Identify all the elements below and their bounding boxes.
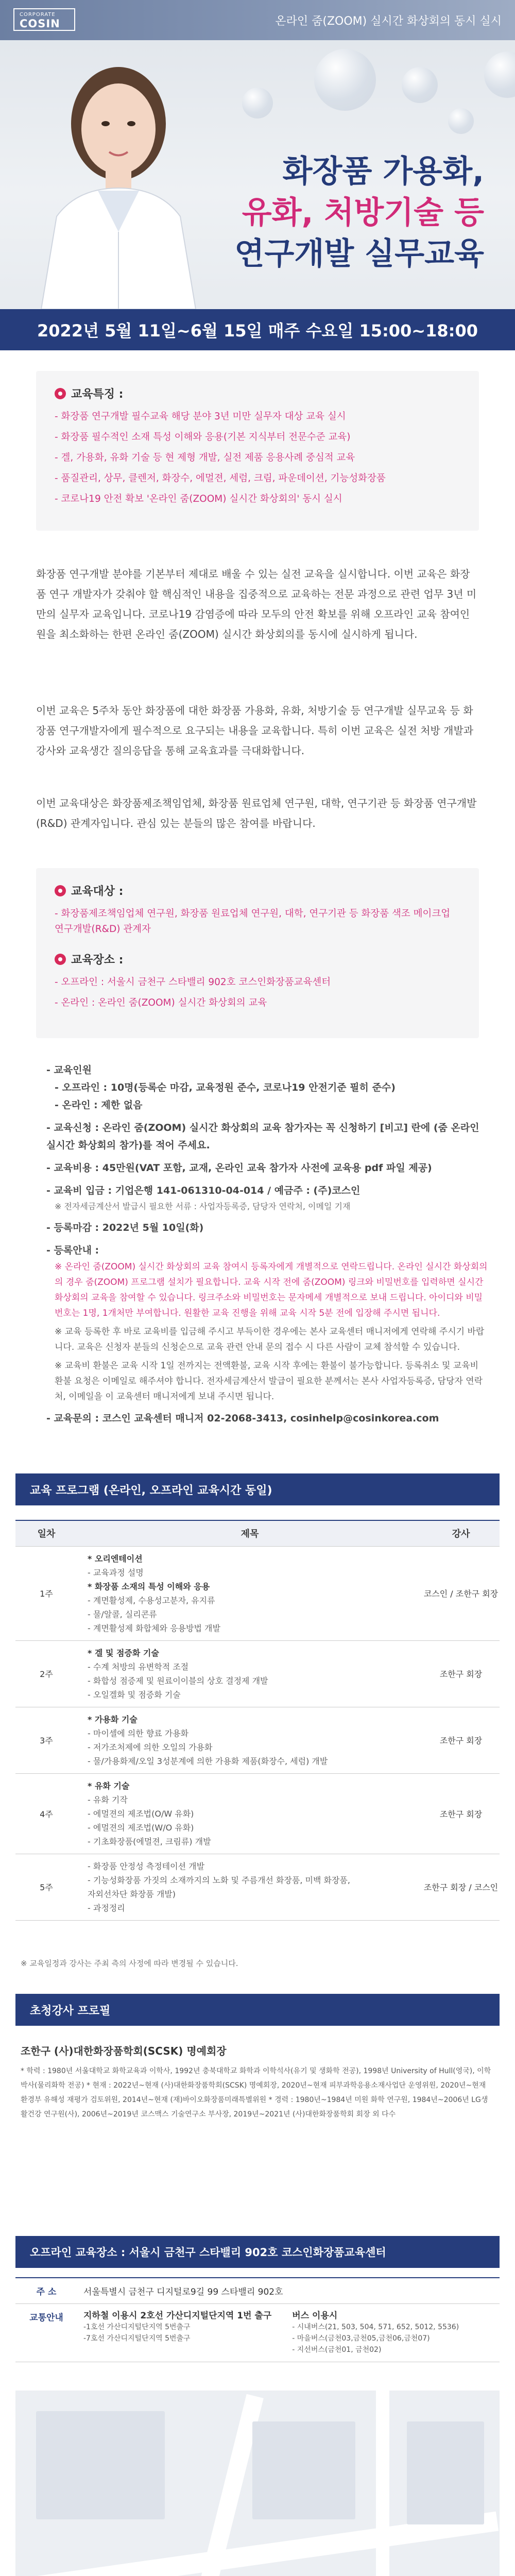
location-header: 오프라인 교육장소 : 서울시 금천구 스타밸리 902호 코스인화장품교육센터	[15, 2236, 500, 2268]
program-header: 교육 프로그램 (온라인, 오프라인 교육시간 동일)	[15, 1473, 500, 1505]
table-row	[15, 1773, 500, 1854]
cosin-logo: CORPORATE COSIN	[13, 8, 75, 31]
col-title: 제목	[77, 1520, 422, 1546]
feature-item: - 화장품 연구개발 필수교육 해당 분야 3년 미만 실무자 대상 교육 실시	[55, 411, 346, 422]
hero-subtitle: 온라인 줌(ZOOM) 실시간 화상회의 동시 실시	[275, 15, 502, 28]
hero-title-line1: 화장품 가용화,	[282, 154, 484, 190]
map-block	[252, 2421, 355, 2519]
col-lecturer: 강사	[422, 1520, 500, 1546]
week-cell: 3주	[15, 1707, 77, 1773]
location-table: 주 소 서울특별시 금천구 디지털로9길 99 스타밸리 902호 교통안내 지하철 이용시 2호선 가산디지털단지역 1번 출구 -1호선 가산디지털단지역 5번출구 -7호선 가산디지털단지역 5번출구 버스 이용시 - 시내버스(21, 503, 504, 571, 652, 5012, 5536) - 마을버스(금천03,금천05,금천06,금천07) - 지선버스(금천01, 금천02)	[15, 2277, 500, 2362]
location-map[interactable]	[15, 2391, 500, 2576]
researcher-illustration	[21, 46, 216, 309]
feature-item: - 품질관리, 상무, 클렌저, 화장수, 에멀젼, 세럼, 크림, 파운데이션, 기능성화장품	[55, 473, 386, 484]
bubble-decoration	[448, 108, 474, 134]
bubble-decoration	[314, 49, 376, 111]
title-cell: * 겔 및 점증화 기술 - 수계 처방의 유변학적 조절 - 화합성 점증제 및 원료이이블의 상호 결정제 개발 - 오일겔화 및 점증화 기술	[77, 1640, 422, 1707]
lecturer-profile	[21, 2043, 494, 2122]
intro-paragraph-1: 화장품 연구개발 분야를 기본부터 제대로 배울 수 있는 실전 교육을 실시합니다. 이번 교육은 화장품 연구 개발자가 갖춰야 할 핵심적인 내용을 집중적으로 교육하는 전문 과정으로 관련 업무 3년 미만의 실무자 교육입니다. 코로나19 감염증에 따라 모두의 안전 확보를 위해 오프라인 교육 참여인원을 최소화하는 한편 온라인 줌(ZOOM) 실시간 화상회의를 동시에 실시하게 됩니다.	[36, 568, 477, 640]
bubble-decoration	[242, 88, 273, 118]
lecturer-career: * 학력 : 1980년 서울대학교 화학교육과 이학사, 1992년 충북대학교 화학과 이학석사(유기 및 생화학 전공), 1998년 University of Hull(영국), 이학박사(물리화학 전공) * 현재 : 2022년~현재 (사)대한화장품학회(SCSK) 명예회장, 2020년~현재 피부과학응용소재사업단 운영위원, 2020년~현재 환경부 유해성 재평가 검토위원, 2014년~현재 (재)바이오화장품미래특별위원 * 경력 : 1980년~1984년 미원 화학 연구원, 1984년~2006년 LG생활건강 연구원(사), 2006년~2019년 코스맥스 기술연구소 부사장, 2019년~2021년 (사)대한화장품학회 회장 외 다수	[21, 2067, 491, 2119]
address-value: 서울특별시 금천구 디지털로9길 99 스타밸리 902호	[83, 2287, 283, 2297]
title-cell: * 유화 기술 - 유화 기작 - 에멀젼의 제조법(O/W 유화) - 에멀젼의 제조법(W/O 유화) - 기초화장품(에멀젼, 크림류) 개발	[77, 1773, 422, 1854]
bullet-icon	[55, 954, 66, 965]
lecturer-cell: 조한구 회장 / 코스인	[422, 1854, 500, 1920]
subway-info: 지하철 이용시 2호선 가산디지털단지역 1번 출구 -1호선 가산디지털단지역 5번출구 -7호선 가산디지털단지역 5번출구	[83, 2311, 272, 2343]
features-panel	[36, 371, 479, 531]
table-row	[15, 1854, 500, 1920]
program-table	[15, 1520, 500, 1921]
lecturer-header: 초청강사 프로필	[15, 1994, 500, 2026]
week-cell: 2주	[15, 1640, 77, 1707]
map-block	[407, 2421, 484, 2524]
week-cell: 1주	[15, 1546, 77, 1640]
place-offline: - 오프라인 : 서울시 금천구 스타밸리 902호 코스인화장품교육센터	[55, 977, 331, 988]
week-cell: 4주	[15, 1773, 77, 1854]
bus-info: 버스 이용시 - 시내버스(21, 503, 504, 571, 652, 5012, 5536) - 마을버스(금천03,금천05,금천06,금천07) - 지선버스(금천01, 금천02)	[292, 2311, 459, 2354]
place-online: - 온라인 : 온라인 줌(ZOOM) 실시간 화상회의 교육	[55, 997, 267, 1008]
hero-title-line3: 연구개발 실무교육	[234, 236, 484, 272]
feature-item: - 겔, 가용화, 유화 기술 등 현 제형 개발, 실전 제품 응용사례 중심적 교육	[55, 452, 355, 463]
table-row	[15, 1707, 500, 1773]
target-text: - 화장품제조책임업체 연구원, 화장품 원료업체 연구원, 대학, 연구기관 등 화장품 색조 메이크업 연구개발(R&D) 관계자	[55, 908, 451, 935]
target-panel	[36, 868, 479, 1038]
features-list	[55, 406, 460, 510]
course-details: - 교육인원 - 오프라인 : 10명(등록순 마감, 교육정원 준수, 코로나19 안전기준 필히 준수) - 온라인 : 제한 없음 - 교육신청 : 온라인 줌(ZOOM) 실시간 화상회의 교육 참가자는 꼭 신청하기 [비고] 란에 (줌 온라인 실시간 화상회의 참가)를 적어 주세요. - 교육비용 : 45만원(VAT 포함, 교재, 온라인 교육 참가자 사전에 교육용 pdf 파일 제공) - 교육비 입금 : 기업은행 141-061310-04-014 / 예금주 : (주)코스인 ※ 전자세금계산서 발급시 필요한 서류 : 사업자등록증, 담당자 연락처, 이메일 기재 - 등록마감 : 2022년 5월 10일(화) - 등록안내 : ※ 온라인 줌(ZOOM) 실시간 화상회의 교육 참여시 등록자에게 개별적으로 연락드립니다. 온라인 실시간 화상회의의 경우 줌(ZOOM) 프로그램 설치가 필요합니다. 교육 시작 전에 줌(ZOOM) 링크와 비밀번호를 입력하면 실시간 화상회의 교육을 참여할 수 있습니다. 링크주소와 비밀번호는 문자메세 개별적으로 보내 드립니다. 아이디와 비밀번호는 1명, 1개처만 부여합니다. 원활한 교육 진행을 위해 교육 시작 5분 전에 입장해 주시면 됩니다. ※ 교육 등록한 후 바로 교육비를 입금해 주시고 부득이한 경우에는 본사 교육센터 매니저에게 연락해 주시기 바랍니다. 교육은 신청자 분들의 신청순으로 교육 관련 안내 문의 접수 시 다른 사람이 교체 참석할 수 있습니다. ※ 교육비 환불은 교육 시작 1일 전까지는 전액환불, 교육 시작 후에는 환불이 불가능합니다. 등록취소 및 교육비 환불 요청은 이메일로 해주셔야 합니다. 전자세금계산서 발급이 필요한 분께서는 본사 사업자등록증, 담당자 연락처, 이메일을 이 교육센터 매니저에게 보내 주시면 됩니다. - 교육문의 : 코스인 교육센터 매니저 02-2068-3413, cosinhelp@cosinkorea.com	[46, 1061, 489, 1427]
title-cell: * 오리엔테이션 - 교육과정 설명 * 화장품 소재의 특성 이해와 응용 - 계면활성제, 수용성고분자, 유지류 - 물/알콜, 실리콘류 - 계면활성제 화합체와 응용방법 개발	[77, 1546, 422, 1640]
title-cell: - 화장품 안정성 측정테이션 개발 - 기능성화장품 가짓의 소재까지의 노화 및 주름개선 화장품, 미백 화장품, 자외선차단 화장품 개발) - 과정정리	[77, 1854, 422, 1920]
col-week: 일차	[15, 1520, 77, 1546]
map-block	[36, 2411, 165, 2519]
bubble-decoration	[402, 67, 438, 103]
bullet-icon	[55, 885, 66, 896]
feature-item: - 코로나19 안전 확보 '온라인 줌(ZOOM) 실시간 화상회의' 동시 실시	[55, 494, 342, 504]
feature-item: - 화장품 필수적인 소재 특성 이해와 응용(기본 지식부터 전문수준 교육)	[55, 432, 351, 443]
program-note: ※ 교육일정과 강사는 주최 측의 사정에 따라 변경될 수 있습니다.	[21, 1959, 238, 1968]
intro-paragraph-2: 이번 교육은 5주차 동안 화장품에 대한 화장품 가용화, 유화, 처방기술 등 연구개발 실무교육 등 화장품 연구개발자에게 필수적으로 요구되는 내용을 교육합니다. 특히 이번 교육은 실전 처방 개발과 강사와 교육생간 질의응답을 통해 교육효과를 극대화합니다.	[36, 704, 474, 757]
hero-title-line2: 유화, 처방기술 등	[242, 195, 484, 231]
hero-banner	[0, 0, 515, 350]
map-road	[376, 2391, 389, 2576]
schedule-bar: 2022년 5월 11일~6월 15일 매주 수요일 15:00~18:00	[0, 309, 515, 350]
lecturer-cell: 조한구 회장	[422, 1640, 500, 1707]
lecturer-cell: 조한구 회장	[422, 1707, 500, 1773]
table-row	[15, 1546, 500, 1640]
week-cell: 5주	[15, 1854, 77, 1920]
target-title: 교육대상 :	[71, 885, 124, 898]
title-cell: * 가용화 기술 - 마이셀에 의한 향료 가용화 - 저가조처제에 의한 오일의 가용화 - 물/가용화제/오일 3성분계에 의한 가용화 제품(화장수, 세럼) 개발	[77, 1707, 422, 1773]
table-row	[15, 1640, 500, 1707]
intro-paragraph-3: 이번 교육대상은 화장품제조책임업체, 화장품 원료업체 연구원, 대학, 연구기관 등 화장품 연구개발(R&D) 관계자입니다. 관심 있는 분들의 많은 참여를 바랍니다.	[36, 797, 477, 829]
contact-info: - 교육문의 : 코스인 교육센터 매니저 02-2068-3413, cosinhelp@cosinkorea.com	[46, 1413, 439, 1424]
place-title: 교육장소 :	[71, 954, 124, 967]
bubble-decoration	[484, 52, 515, 98]
lecturer-name: 조한구 (사)대한화장품학회(SCSK) 명예회장	[21, 2045, 227, 2057]
bullet-icon	[55, 388, 66, 399]
lecturer-cell: 코스인 / 조한구 회장	[422, 1546, 500, 1640]
features-title: 교육특징 :	[71, 388, 124, 401]
lecturer-cell: 조한구 회장	[422, 1773, 500, 1854]
